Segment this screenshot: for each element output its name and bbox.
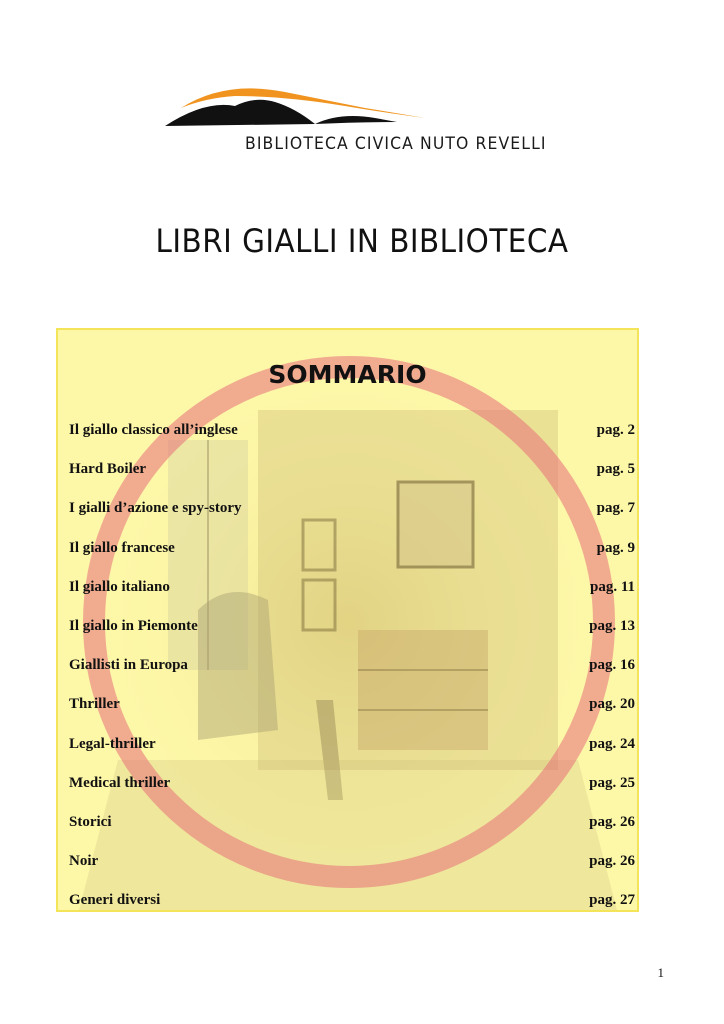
section-title: Il giallo francese — [69, 539, 175, 556]
document-title: LIBRI GIALLI IN BIBLIOTECA — [155, 222, 569, 260]
summary-list — [69, 422, 635, 912]
section-page: pag. 7 — [596, 500, 635, 517]
page-number: 1 — [657, 965, 664, 980]
section-title: Hard Boiler — [69, 461, 147, 478]
section-title: Il giallo italiano — [69, 578, 170, 595]
summary-heading: SOMMARIO — [268, 360, 427, 389]
list-item[interactable] — [69, 696, 635, 735]
section-page: pag. 11 — [589, 578, 635, 595]
section-page: pag. 5 — [596, 461, 635, 478]
list-item[interactable] — [69, 892, 635, 912]
section-page: pag. 24 — [589, 735, 635, 752]
section-page: pag. 26 — [589, 853, 635, 870]
section-page: pag. 26 — [589, 813, 635, 830]
section-title: Thriller — [69, 696, 120, 713]
section-page: pag. 2 — [596, 422, 635, 438]
section-title: Storici — [69, 813, 112, 830]
library-logo — [165, 78, 575, 173]
section-title: Medical thriller — [69, 774, 171, 791]
list-item[interactable] — [69, 814, 635, 853]
list-item[interactable] — [69, 461, 635, 500]
list-item[interactable] — [69, 579, 635, 618]
section-title: Noir — [69, 853, 99, 870]
section-title: Il giallo in Piemonte — [69, 617, 198, 634]
list-item[interactable] — [69, 500, 635, 539]
list-item[interactable] — [69, 775, 635, 814]
library-name: BIBLIOTECA CIVICA NUTO REVELLI — [245, 134, 547, 154]
section-page: pag. 27 — [589, 892, 635, 909]
section-page: pag. 25 — [589, 774, 635, 791]
section-page: pag. 13 — [589, 617, 635, 634]
section-title: Il giallo classico all’inglese — [69, 422, 238, 438]
section-title: Generi diversi — [69, 892, 161, 909]
section-title: Legal-thriller — [69, 735, 156, 752]
list-item[interactable] — [69, 736, 635, 775]
section-page: pag. 20 — [589, 696, 635, 713]
list-item[interactable] — [69, 657, 635, 696]
list-item[interactable] — [69, 618, 635, 657]
section-title: Giallisti in Europa — [69, 657, 188, 674]
list-item[interactable] — [69, 853, 635, 892]
section-title: I gialli d’azione e spy-story — [69, 500, 242, 517]
summary-box — [56, 328, 639, 912]
section-page: pag. 9 — [596, 539, 635, 556]
list-item[interactable] — [69, 422, 635, 461]
library-logo-icon — [165, 78, 575, 138]
section-page: pag. 16 — [589, 657, 635, 674]
list-item[interactable] — [69, 540, 635, 579]
